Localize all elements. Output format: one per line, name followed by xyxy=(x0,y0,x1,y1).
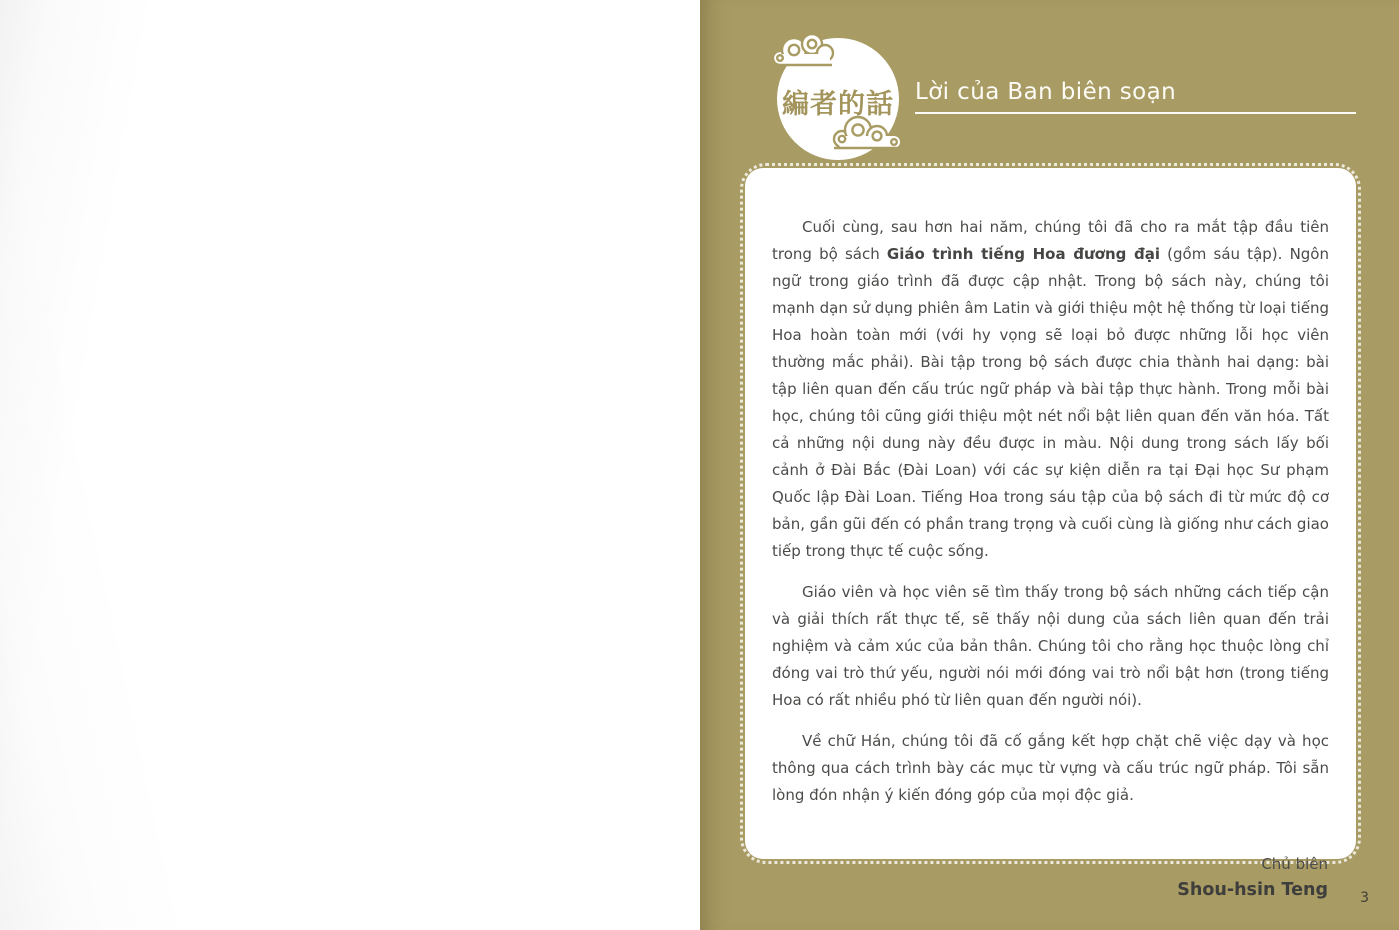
signature-block xyxy=(772,855,1329,900)
letter-card xyxy=(745,168,1356,900)
letter-paragraph-2: Giáo viên và học viên sẽ tìm thấy trong bộ sách những cách tiếp cận và giải thích rất thực tế, sẽ thấy nội dung của sách liên quan đến trải nghiệm và cảm xúc của bản thân. Chúng tôi cho rằng học thuộc lòng chỉ đóng vai trò thứ yếu, người nói mới đóng vai trò nổi bật hơn (trong tiếng Hoa có rất nhiều phó từ liên quan đến người nói). xyxy=(772,583,1329,709)
signature-name: Shou-hsin Teng xyxy=(1177,880,1328,900)
signature-role: Chủ biên xyxy=(1261,855,1328,873)
book-title-bold: Giáo trình tiếng Hoa đương đại xyxy=(886,245,1160,263)
page-title: Lời của Ban biên soạn xyxy=(915,79,1177,105)
title-underline xyxy=(915,112,1356,114)
letter-paragraph-1 xyxy=(772,214,1329,565)
emblem-chinese-label: 編者的話 xyxy=(782,89,894,120)
right-page xyxy=(700,0,1399,930)
page-number: 3 xyxy=(1360,890,1369,906)
paragraph-text: Cuối cùng, sau hơn hai năm, chúng tôi đã cho ra mắt tập đầu tiên trong bộ sách xyxy=(772,218,1329,263)
letter-card-perforation xyxy=(740,163,1361,900)
letter-paragraph-3: Về chữ Hán, chúng tôi đã cố gắng kết hợp chặt chẽ việc dạy và học thông qua cách trình bày các mục từ vựng và cấu trúc ngữ pháp. Tôi sẵn lòng đón nhận ý kiến đóng góp của mọi độc giả. xyxy=(772,732,1329,804)
editor-note-emblem xyxy=(762,26,914,168)
paragraph-text: (gồm sáu tập). Ngôn ngữ trong giáo trình đã được cập nhật. Trong bộ sách này, chúng tôi mạnh dạn sử dụng phiên âm Latin và giới thiệu một hệ thống từ loại tiếng Hoa hoàn toàn mới (với hy vọng sẽ loại bỏ được những lỗi học viên thường mắc phải). Bài tập trong bộ sách được chia thành hai dạng: bài tập liên quan đến cấu trúc ngữ pháp và bài tập thực hành. Trong mỗi bài học, chúng tôi cũng giới thiệu một nét nổi bật liên quan đến văn hóa. Tất cả những nội dung này đều được in màu. Nội dung trong sách lấy bối cảnh ở Đài Bắc (Đài Loan) với các sự kiện diễn ra tại Đại học Sư phạm Quốc lập Đài Loan. Tiếng Hoa trong sáu tập của bộ sách đi từ mức độ cơ bản, gần gũi đến có phần trang trọng và cuối cùng là giống như cách giao tiếp trong thực tế cuộc sống. xyxy=(772,245,1329,560)
cloud-top-icon xyxy=(773,34,833,65)
